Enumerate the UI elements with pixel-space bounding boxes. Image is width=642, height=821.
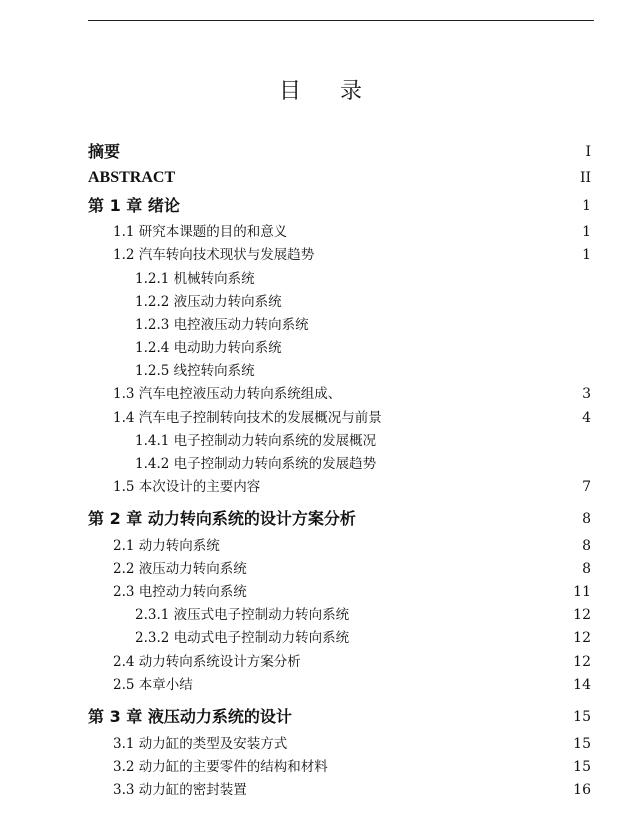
toc-entry[interactable] xyxy=(0,652,642,672)
toc-entry-label: 第 2 章 动力转向系统的设计方案分析 xyxy=(88,509,356,528)
toc-entry-label: 第 3 章 液压动力系统的设计 xyxy=(88,707,292,726)
toc-entry-page: 15 xyxy=(573,709,591,725)
toc-entry-label: 1.2.3 电控液压动力转向系统 xyxy=(135,317,309,333)
toc-entry[interactable] xyxy=(0,431,642,451)
toc-entry-label: 2.2 液压动力转向系统 xyxy=(113,561,247,577)
toc-entry-page: II xyxy=(579,170,591,186)
toc-entry[interactable] xyxy=(0,196,642,216)
toc-entry-label: 1.4.2 电子控制动力转向系统的发展趋势 xyxy=(135,456,377,472)
toc-entry-label: 第 1 章 绪论 xyxy=(88,196,180,215)
toc-entry-label: 1.1 研究本课题的目的和意义 xyxy=(113,224,288,240)
toc-entry[interactable] xyxy=(0,536,642,556)
toc-entry[interactable] xyxy=(0,222,642,242)
toc-entry-page: 12 xyxy=(573,607,591,623)
toc-entry[interactable] xyxy=(0,269,642,289)
toc-entry-page: 15 xyxy=(573,759,591,775)
toc-entry-label: 3.3 动力缸的密封装置 xyxy=(113,782,247,798)
toc-entry-page: 12 xyxy=(573,630,591,646)
toc-entry-label: 1.4.1 电子控制动力转向系统的发展概况 xyxy=(135,433,377,449)
toc-entry-page: 11 xyxy=(573,584,591,600)
toc-entry[interactable] xyxy=(0,245,642,265)
toc-entry-label: 摘要 xyxy=(88,142,121,161)
toc-entry[interactable] xyxy=(0,628,642,648)
toc-entry-page: I xyxy=(585,144,591,160)
toc-entry[interactable] xyxy=(0,408,642,428)
toc-entry-label: 1.5 本次设计的主要内容 xyxy=(113,479,261,495)
toc-entry-label: 1.4 汽车电子控制转向技术的发展概况与前景 xyxy=(113,410,382,426)
toc-entry-label: 2.1 动力转向系统 xyxy=(113,538,220,554)
toc-entry-label: 1.2.2 液压动力转向系统 xyxy=(135,294,282,310)
toc-entry[interactable] xyxy=(0,454,642,474)
toc-entry[interactable] xyxy=(0,477,642,497)
title-char-1: 目 xyxy=(278,79,302,104)
toc-entry[interactable] xyxy=(0,582,642,602)
toc-entry[interactable] xyxy=(0,780,642,800)
toc-entry[interactable] xyxy=(0,361,642,381)
toc-entry-page: 8 xyxy=(582,561,591,577)
toc-entry[interactable] xyxy=(0,675,642,695)
toc-entry[interactable] xyxy=(0,338,642,358)
toc-entry-label: 2.4 动力转向系统设计方案分析 xyxy=(113,654,301,670)
toc-entry[interactable] xyxy=(0,142,642,162)
toc-entry-label: 2.3.1 液压式电子控制动力转向系统 xyxy=(135,607,350,623)
toc-entry-page: 15 xyxy=(573,736,591,752)
toc-entry[interactable] xyxy=(0,292,642,312)
toc-entry[interactable] xyxy=(0,605,642,625)
toc-entry-page: 7 xyxy=(582,479,591,495)
toc-entry-label: 2.3 电控动力转向系统 xyxy=(113,584,247,600)
title-char-2: 录 xyxy=(340,79,364,104)
toc-entry-page: 8 xyxy=(582,511,591,527)
toc-entry[interactable] xyxy=(0,559,642,579)
toc-entry-label: 3.2 动力缸的主要零件的结构和材料 xyxy=(113,759,328,775)
header-rule xyxy=(88,20,594,21)
toc-entry[interactable] xyxy=(0,757,642,777)
toc-entry[interactable] xyxy=(0,384,642,404)
toc-entry[interactable] xyxy=(0,168,642,188)
toc-entry[interactable] xyxy=(0,509,642,529)
toc-entry-label: ABSTRACT xyxy=(88,169,176,186)
toc-entry-page: 16 xyxy=(573,782,591,798)
toc-entry-page: 1 xyxy=(582,198,591,214)
toc-entry-label: 1.2.1 机械转向系统 xyxy=(135,271,255,287)
toc-entry-page: 8 xyxy=(582,538,591,554)
toc-entry-label: 3.1 动力缸的类型及安装方式 xyxy=(113,736,288,752)
toc-entry-page: 1 xyxy=(582,224,591,240)
toc-entry-page: 14 xyxy=(573,677,591,693)
toc-entry-label: 2.3.2 电动式电子控制动力转向系统 xyxy=(135,630,350,646)
page-title xyxy=(0,74,642,105)
toc-entry[interactable] xyxy=(0,734,642,754)
toc-entry-page: 12 xyxy=(573,654,591,670)
toc-entry[interactable] xyxy=(0,707,642,727)
toc-entry-page: 3 xyxy=(582,386,591,402)
toc-entry-page: 4 xyxy=(582,410,591,426)
toc-entry-label: 1.2.4 电动助力转向系统 xyxy=(135,340,282,356)
toc-entry-label: 1.2.5 线控转向系统 xyxy=(135,363,255,379)
toc-entry-label: 1.2 汽车转向技术现状与发展趋势 xyxy=(113,247,315,263)
toc-entry[interactable] xyxy=(0,315,642,335)
toc-entry-label: 1.3 汽车电控液压动力转向系统组成、 xyxy=(113,386,342,402)
toc-entry-page: 1 xyxy=(582,247,591,263)
toc-entry-label: 2.5 本章小结 xyxy=(113,677,193,693)
